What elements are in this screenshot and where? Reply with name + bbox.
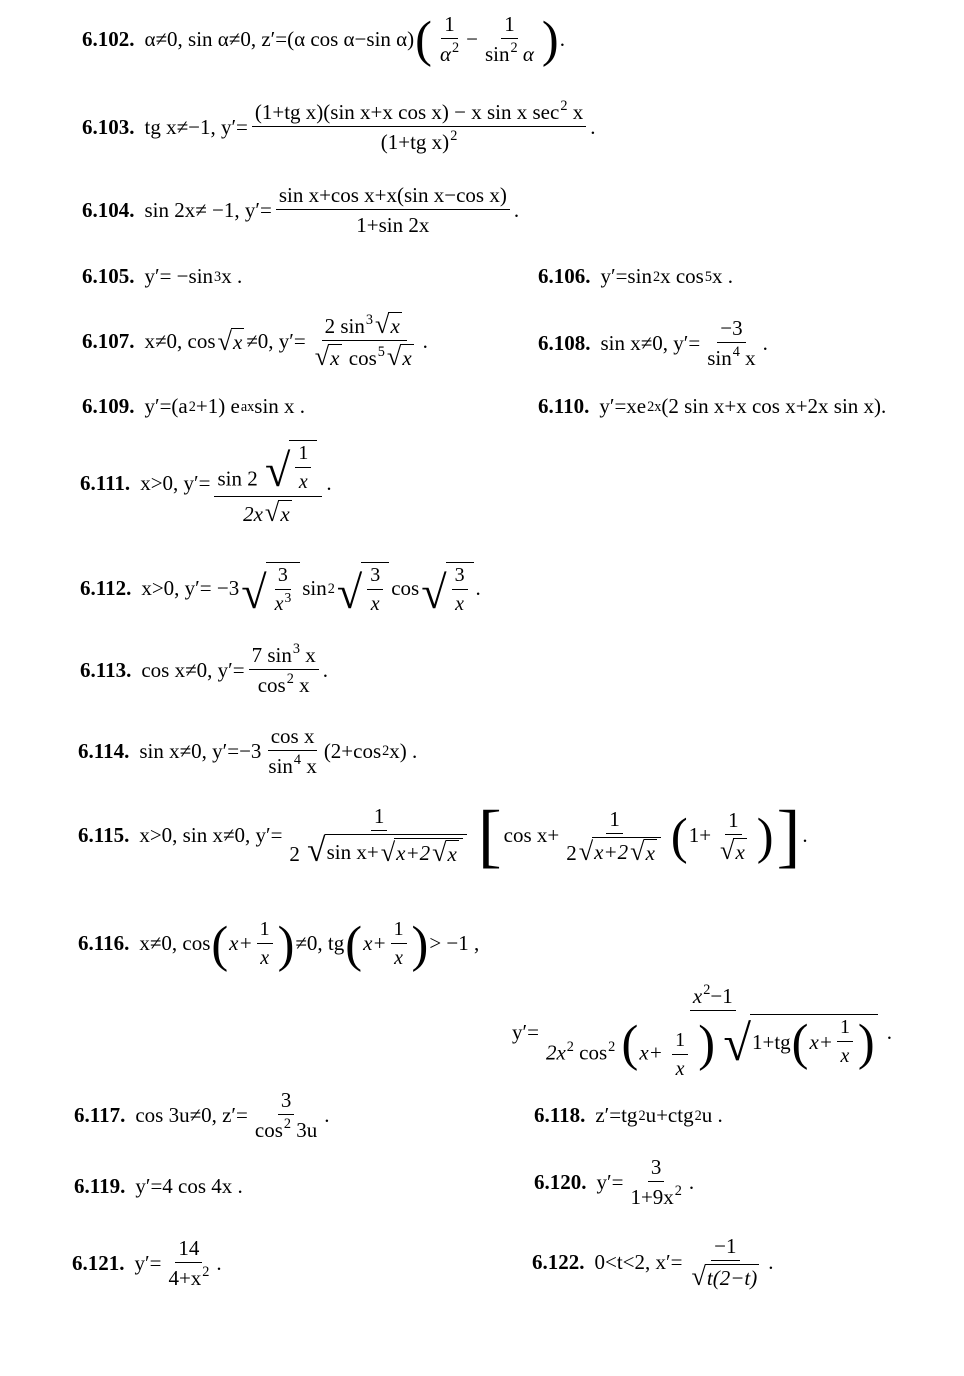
fraction: $\frac{3}{1+9x^2}$ <box>630 1155 682 1210</box>
fraction: $\frac{1}{\alpha^2}$ <box>439 12 460 67</box>
problem-number: 6.105. <box>82 264 135 288</box>
problem-number: 6.117. <box>74 1102 126 1127</box>
formula: x>0, y′= −3 √ $\frac{3}{x^3}$ sin 2 √ $\frac{3}{x}$ cos √ $\frac{3}{x}$ . <box>141 564 481 618</box>
problem-number: 6.116. <box>78 931 130 956</box>
problem-6-116 <box>78 915 480 972</box>
problem-6-108 <box>538 316 768 370</box>
fraction: $x^2-1$ $2x^2$ $\cos^2 (x+$ $\frac{1}{x}$ ) √ 1+tg ( x+ $\frac{1}{x}$ ) <box>543 984 883 1081</box>
problem-number: 6.110. <box>538 394 590 418</box>
problem-number: 6.103. <box>82 114 135 139</box>
formula: cos 3u≠0, z′= $\frac{3}{\cos^2 3u}$ . <box>135 1088 330 1143</box>
problem-number: 6.109. <box>82 394 135 418</box>
problem-6-119 <box>74 1174 243 1199</box>
problem-number: 6.104. <box>82 197 135 222</box>
fraction: 2 $\sin^3$ √ x √ x $\cos^5$ √ x <box>314 310 412 372</box>
fraction: $\frac{14}{4+x^2}$ <box>168 1236 210 1291</box>
formula: cos x≠0, y′= $\frac{7 \sin^3 x}{\cos^2 x}$ . <box>141 641 328 698</box>
formula: y′=xe 2x (2 sin x+x cos x+2x sin x). <box>599 394 887 418</box>
fraction: $\frac{(1+tg x)(\sin x+x \cos x) - x \sin x \sec^2 x}{(1+tg x)^2}$ <box>252 100 586 154</box>
problem-6-107 <box>82 312 428 371</box>
fraction: −1 √ t(2−t) <box>691 1234 758 1292</box>
problem-number: 6.102. <box>82 26 135 51</box>
formula: sin x≠0, y′=−3 $\frac{\text{cos x}}{\sin^4 x}$ (2+cos 2 x) . <box>139 724 418 779</box>
problem-number: 6.114. <box>78 738 130 763</box>
square-root: √ x <box>217 326 243 356</box>
fraction: sin 2 √ $\frac{1}{x}$ 2x √ x <box>214 440 322 526</box>
problem-6-109 <box>82 394 305 419</box>
fraction: $\frac{1}{\sin^2 \alpha}$ <box>484 12 534 67</box>
problem-6-113 <box>80 643 328 697</box>
problem-number: 6.108. <box>538 330 591 355</box>
problem-6-114 <box>78 724 417 778</box>
problem-6-117 <box>74 1088 330 1142</box>
problem-6-116-derivative <box>512 984 892 1081</box>
formula: tg x≠−1, y′= $\frac{(1+tg x)(\sin x+x \cos x) - x \sin x \sec^2 x}{(1+tg x)^2}$ . <box>144 98 596 155</box>
problem-number: 6.120. <box>534 1169 587 1194</box>
formula: y′=sin 2 x cos 5 x . <box>600 264 733 288</box>
formula: y′= −sin 3 x . <box>144 264 243 288</box>
problem-number: 6.119. <box>74 1174 126 1198</box>
problem-6-112 <box>80 562 481 616</box>
problem-6-121 <box>72 1236 222 1290</box>
formula: z′=tg 2 u+ctg 2 u . <box>595 1103 723 1127</box>
fraction: 1 2 √ sin x+ √ x+2 √ x <box>286 804 471 868</box>
problem-6-122 <box>532 1234 773 1290</box>
formula: 0<t<2, x′= −1 √ t(2−t) . <box>594 1234 774 1292</box>
formula: y′=(a 2 +1) e ax sin x . <box>144 394 306 418</box>
fraction: 1 2 √ x+2 √ x <box>563 807 666 865</box>
formula: x≠0, cos √ x ≠0, y′= 2 $\sin^3$ √ x √ x $\cos^5$ √ x . <box>144 310 428 372</box>
problem-number: 6.106. <box>538 264 591 288</box>
problem-number: 6.121. <box>72 1250 125 1275</box>
fraction: 1 √ x <box>720 807 745 865</box>
formula: x>0, y′= sin 2 √ $\frac{1}{x}$ 2x √ x . <box>140 442 332 527</box>
problem-6-115 <box>78 796 808 875</box>
problem-6-106 <box>538 264 733 289</box>
problem-6-110 <box>538 394 886 419</box>
formula: y′= $\frac{3}{1+9x^2}$ . <box>596 1155 695 1210</box>
formula: α≠0, sin α≠0, z′=(α cos α−sin α) ( $\frac{1}{\alpha^2}$ − $\frac{1}{\sin^2 \alpha}$ ) . <box>144 10 565 67</box>
fraction: $\frac{7 \sin^3 x}{\cos^2 x}$ <box>249 643 319 697</box>
problem-6-103 <box>82 100 595 154</box>
formula: y′=4 cos 4x . <box>135 1174 243 1198</box>
formula: sin x≠0, y′= $\frac{-3}{\sin^4 x}$ . <box>600 316 768 371</box>
formula: x>0, sin x≠0, y′= 1 2 √ sin x+ √ x+2 √ x [ cos x+ 1 2 √ x+2 √ x ( 1+ 1 √ x ) ] . <box>139 796 808 875</box>
problem-number: 6.118. <box>534 1103 586 1127</box>
formula: y′= $\frac{14}{4+x^2}$ . <box>134 1236 222 1291</box>
problem-number: 6.122. <box>532 1249 585 1274</box>
problem-number: 6.115. <box>78 823 130 848</box>
formula: x≠0, cos ( x+ $\frac{1}{x}$ ) ≠0, tg ( x+ $\frac{1}{x}$ ) > −1 , <box>139 915 480 972</box>
problem-6-118 <box>534 1103 723 1128</box>
problem-6-104 <box>82 183 519 237</box>
problem-number: 6.107. <box>82 328 135 353</box>
problem-6-105 <box>82 264 242 289</box>
fraction: $\frac{3}{\cos^2 3u}$ <box>254 1088 318 1143</box>
fraction: $\frac{-3}{\sin^4 x}$ <box>707 316 756 371</box>
problem-6-102 <box>82 12 565 66</box>
fraction: $\frac{\text{sin x+cos x+x(sin x−cos x)}}{1+\sin 2x}$ <box>276 183 510 237</box>
problem-number: 6.113. <box>80 657 132 682</box>
problem-number: 6.111. <box>80 470 131 495</box>
fraction: $\frac{\text{cos x}}{\sin^4 x}$ <box>268 724 317 779</box>
formula: sin 2x≠ −1, y′= $\frac{\text{sin x+cos x+x(sin x−cos x)}}{1+\sin 2x}$ . <box>144 183 520 238</box>
problem-6-120 <box>534 1155 694 1209</box>
problem-number: 6.112. <box>80 576 132 601</box>
problem-6-111 <box>80 440 332 526</box>
formula: y′= $x^2-1$ $2x^2$ $\cos^2 (x+$ $\frac{1}{x}$ ) √ 1+tg ( x+ $\frac{1}{x}$ ) . <box>512 982 892 1080</box>
